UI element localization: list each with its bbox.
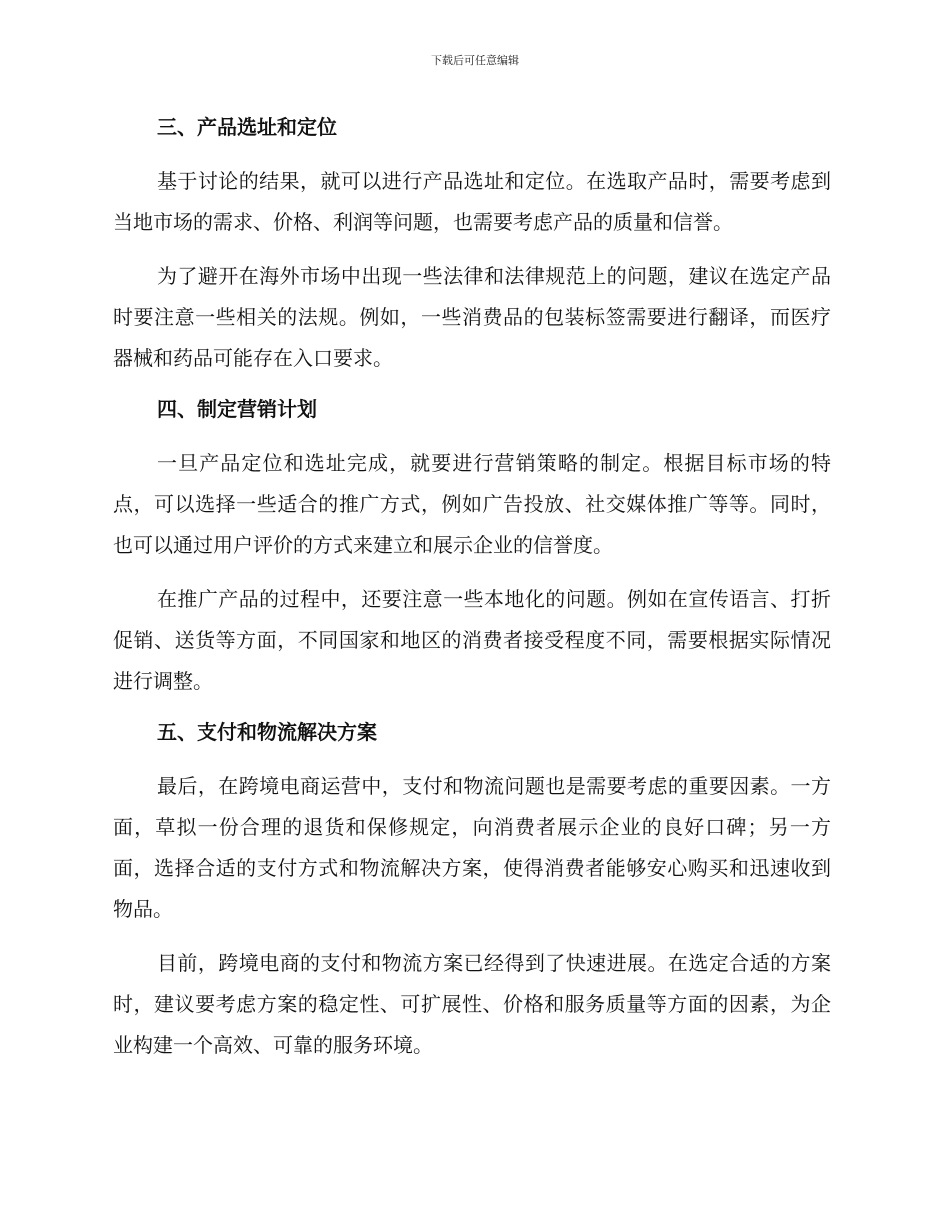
paragraph: 在推广产品的过程中，还要注意一些本地化的问题。例如在宣传语言、打折促销、送货等方面，不同国家和地区的消费者接受程度不同，需要根据实际情况进行调整。	[113, 587, 831, 693]
document-body	[113, 109, 831, 1066]
section-heading-marketing-plan: 四、制定营销计划	[157, 397, 317, 421]
paragraph: 为了避开在海外市场中出现一些法律和法律规范上的问题，建议在选定产品时要注意一些相关的法规。例如，一些消费品的包装标签需要进行翻译，而医疗器械和药品可能存在入口要求。	[113, 264, 831, 370]
paragraph: 一旦产品定位和选址完成，就要进行营销策略的制定。根据目标市场的特点，可以选择一些适合的推广方式，例如广告投放、社交媒体推广等等。同时，也可以通过用户评价的方式来建立和展示企业的信誉度。	[113, 451, 831, 557]
section-heading-payment-logistics: 五、支付和物流解决方案	[157, 720, 377, 744]
paragraph: 目前，跨境电商的支付和物流方案已经得到了快速进展。在选定合适的方案时，建议要考虑方案的稳定性、可扩展性、价格和服务质量等方面的因素，为企业构建一个高效、可靠的服务环境。	[113, 951, 831, 1057]
paragraph: 基于讨论的结果，就可以进行产品选址和定位。在选取产品时，需要考虑到当地市场的需求、价格、利润等问题，也需要考虑产品的质量和信誉。	[113, 169, 831, 234]
section-heading-product-location: 三、产品选址和定位	[157, 115, 337, 139]
paragraph: 最后，在跨境电商运营中，支付和物流问题也是需要考虑的重要因素。一方面，草拟一份合理的退货和保修规定，向消费者展示企业的良好口碑；另一方面，选择合适的支付方式和物流解决方案，使得消费者能够安心购买和迅速收到物品。	[113, 774, 831, 921]
page-header: 下载后可任意编辑	[431, 54, 519, 67]
